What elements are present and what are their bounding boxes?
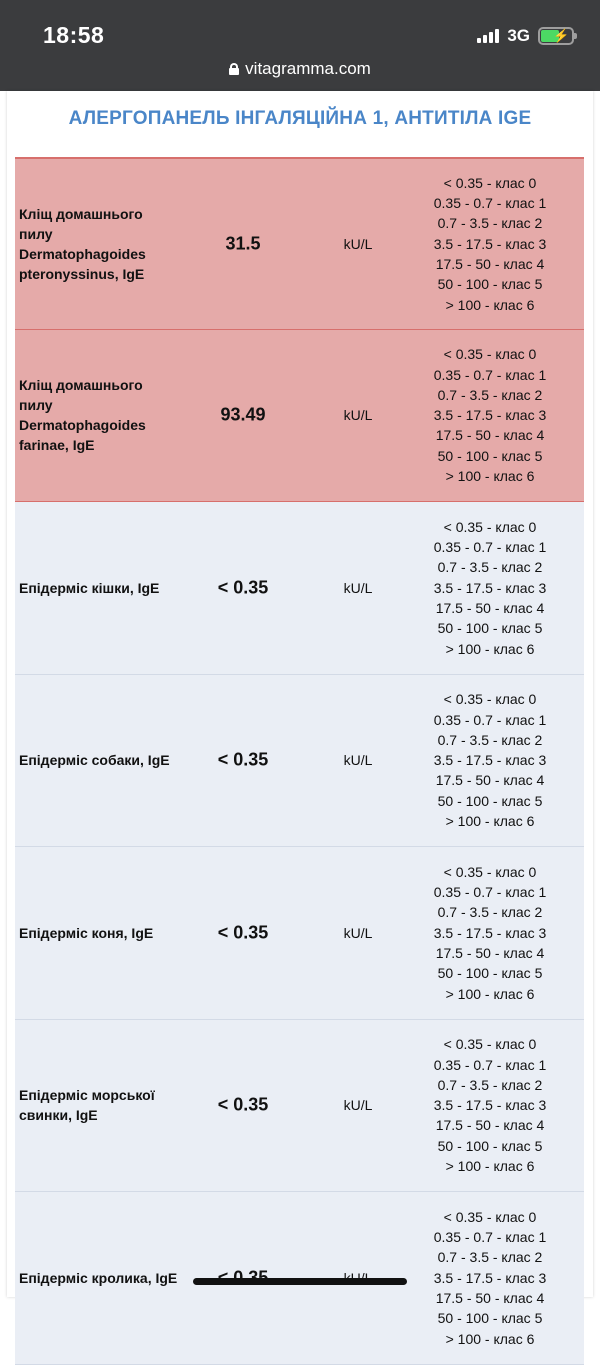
range-line: 3.5 - 17.5 - клас 3	[433, 235, 547, 252]
range-line: > 100 - клас 6	[445, 985, 535, 1002]
range-line: < 0.35 - клас 0	[443, 346, 537, 363]
range-line: > 100 - клас 6	[445, 467, 535, 484]
range-line: 0.35 - 0.7 - клас 1	[433, 539, 547, 556]
reference-ranges	[420, 862, 560, 1004]
range-line: 50 - 100 - клас 5	[437, 1310, 543, 1327]
range-line: > 100 - клас 6	[445, 812, 535, 829]
test-value: 93.49	[220, 404, 266, 425]
test-unit: kU/L	[343, 407, 373, 424]
range-line: < 0.35 - клас 0	[443, 174, 537, 191]
table-row	[15, 157, 584, 330]
range-line: > 100 - клас 6	[445, 296, 535, 313]
range-line: 0.7 - 3.5 - клас 2	[437, 1249, 543, 1266]
range-line: > 100 - клас 6	[445, 640, 535, 657]
range-line: 0.7 - 3.5 - клас 2	[437, 559, 543, 576]
range-line: > 100 - клас 6	[445, 1157, 535, 1174]
test-value: 31.5	[225, 233, 261, 254]
range-line: < 0.35 - клас 0	[443, 863, 537, 880]
reference-ranges	[420, 517, 560, 659]
status-time: 18:58	[43, 22, 105, 48]
range-line: 0.35 - 0.7 - клас 1	[433, 884, 547, 901]
table-row	[15, 847, 584, 1020]
range-line: 50 - 100 - клас 5	[437, 447, 543, 464]
range-line: 0.7 - 3.5 - клас 2	[437, 1076, 543, 1093]
test-name: Кліщ домашнього пилу Dermatophagoides pteronyssinus, IgE	[19, 205, 146, 282]
table-row	[15, 330, 584, 503]
test-unit: kU/L	[343, 1097, 373, 1114]
test-value: < 0.35	[217, 577, 269, 598]
range-line: 0.35 - 0.7 - клас 1	[433, 366, 547, 383]
range-line: 50 - 100 - клас 5	[437, 965, 543, 982]
test-name: Кліщ домашнього пилу Dermatophagoides farinae, IgE	[19, 377, 146, 454]
range-line: 3.5 - 17.5 - клас 3	[433, 752, 547, 769]
range-line: 0.7 - 3.5 - клас 2	[437, 386, 543, 403]
range-line: 0.7 - 3.5 - клас 2	[437, 731, 543, 748]
range-line: > 100 - клас 6	[445, 1330, 535, 1347]
test-value: < 0.35	[217, 922, 269, 943]
test-name: Епідерміс коня, IgE	[19, 924, 154, 941]
reference-ranges	[420, 344, 560, 486]
battery-icon: ⚡	[538, 27, 574, 45]
status-bar	[0, 0, 600, 91]
range-line: 17.5 - 50 - клас 4	[435, 599, 545, 616]
test-unit: kU/L	[343, 579, 373, 596]
range-line: 17.5 - 50 - клас 4	[435, 772, 545, 789]
range-line: 17.5 - 50 - клас 4	[435, 255, 545, 272]
range-line: 17.5 - 50 - клас 4	[435, 427, 545, 444]
range-line: 50 - 100 - клас 5	[437, 276, 543, 293]
range-line: 3.5 - 17.5 - клас 3	[433, 924, 547, 941]
range-line: 50 - 100 - клас 5	[437, 1137, 543, 1154]
table-row	[15, 502, 584, 675]
range-line: 3.5 - 17.5 - клас 3	[433, 407, 547, 424]
results-table	[15, 157, 584, 1365]
home-indicator[interactable]	[193, 1278, 407, 1285]
url-text: vitagramma.com	[245, 59, 371, 78]
range-line: < 0.35 - клас 0	[443, 1208, 537, 1225]
range-line: 17.5 - 50 - клас 4	[435, 1117, 545, 1134]
reference-ranges	[420, 1207, 560, 1349]
range-line: 50 - 100 - клас 5	[437, 620, 543, 637]
reference-ranges	[420, 173, 560, 315]
reference-ranges	[420, 1034, 560, 1176]
test-value: < 0.35	[217, 1094, 269, 1115]
page-content	[7, 91, 593, 1347]
range-line: < 0.35 - клас 0	[443, 1036, 537, 1053]
table-row	[15, 1020, 584, 1193]
test-unit: kU/L	[343, 235, 373, 252]
range-line: 17.5 - 50 - клас 4	[435, 1289, 545, 1306]
range-line: < 0.35 - клас 0	[443, 518, 537, 535]
address-bar[interactable]	[0, 59, 600, 79]
test-unit: kU/L	[343, 752, 373, 769]
test-value: < 0.35	[217, 749, 269, 770]
reference-ranges	[420, 689, 560, 831]
range-line: 0.7 - 3.5 - клас 2	[437, 904, 543, 921]
status-indicators	[477, 26, 574, 46]
test-name: Епідерміс кролика, IgE	[19, 1269, 178, 1286]
test-name: Епідерміс собаки, IgE	[19, 752, 170, 769]
range-line: 0.35 - 0.7 - клас 1	[433, 195, 547, 212]
range-line: 3.5 - 17.5 - клас 3	[433, 1269, 547, 1286]
range-line: 0.7 - 3.5 - клас 2	[437, 215, 543, 232]
range-line: 3.5 - 17.5 - клас 3	[433, 1097, 547, 1114]
test-unit: kU/L	[343, 924, 373, 941]
range-line: 0.35 - 0.7 - клас 1	[433, 1056, 547, 1073]
test-name: Епідерміс морської свинки, IgE	[19, 1087, 155, 1124]
network-type: 3G	[507, 26, 530, 45]
table-row	[15, 675, 584, 848]
test-name: Епідерміс кішки, IgE	[19, 579, 160, 596]
range-line: 0.35 - 0.7 - клас 1	[433, 1229, 547, 1246]
lock-icon	[229, 63, 239, 75]
range-line: 50 - 100 - клас 5	[437, 792, 543, 809]
range-line: 3.5 - 17.5 - клас 3	[433, 579, 547, 596]
range-line: < 0.35 - клас 0	[443, 691, 537, 708]
signal-icon	[477, 29, 499, 43]
range-line: 17.5 - 50 - клас 4	[435, 944, 545, 961]
page-title: АЛЕРГОПАНЕЛЬ ІНГАЛЯЦІЙНА 1, АНТИТІЛА IGE	[68, 108, 532, 129]
range-line: 0.35 - 0.7 - клас 1	[433, 711, 547, 728]
